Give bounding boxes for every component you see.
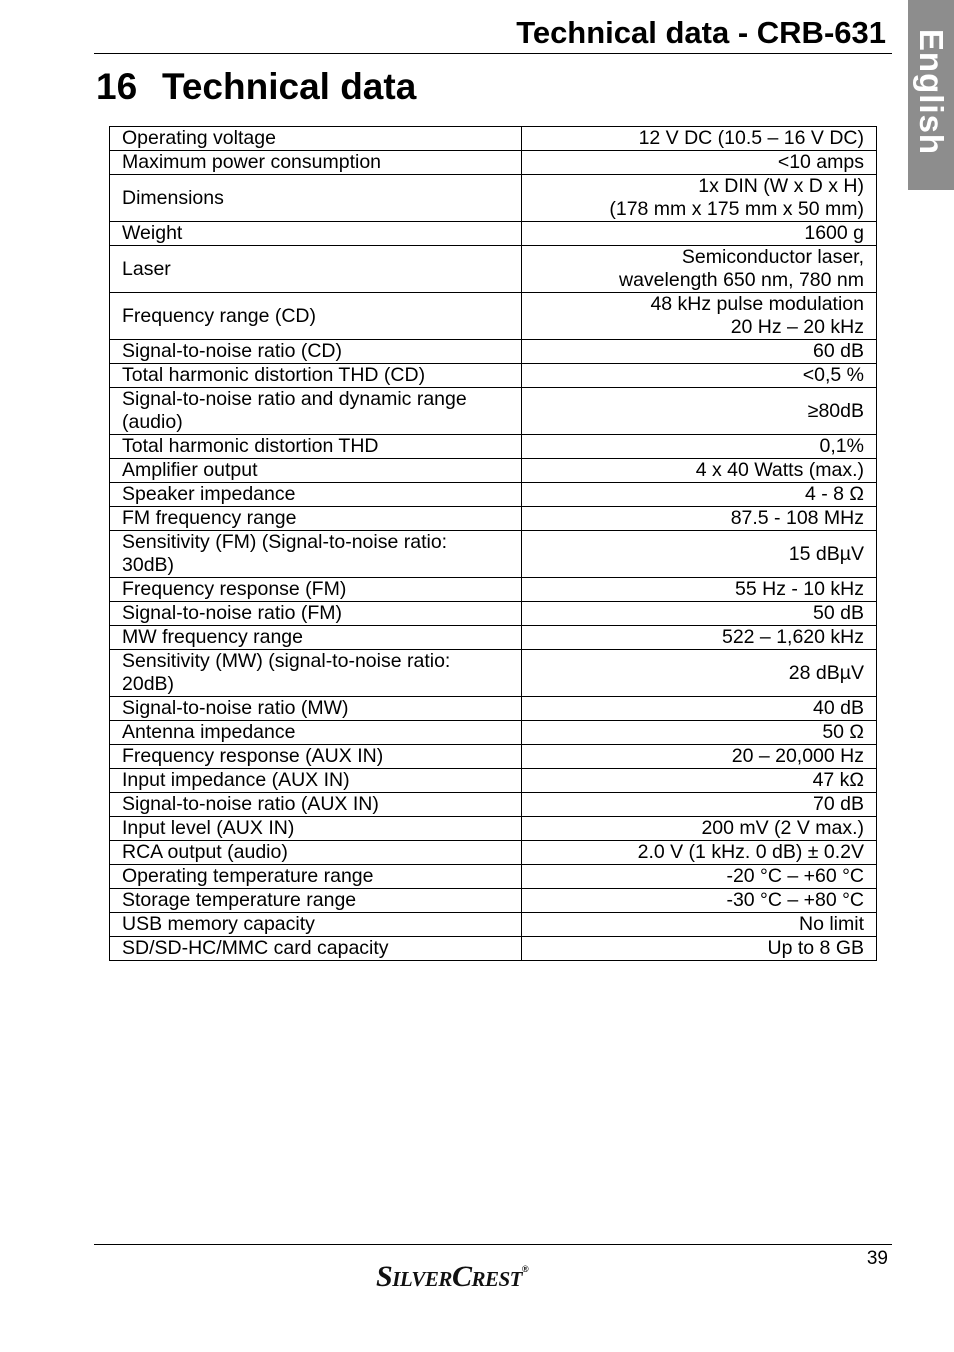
spec-label-cell	[110, 865, 522, 889]
spec-label-cell	[110, 483, 522, 507]
table-row	[110, 483, 877, 507]
spec-label-cell	[110, 388, 522, 435]
spec-label-line: (audio)	[122, 411, 183, 433]
spec-label-cell	[110, 293, 522, 340]
table-row	[110, 507, 877, 531]
spec-value-cell	[522, 697, 877, 721]
spec-label-line: Input level (AUX IN)	[122, 817, 295, 839]
spec-value-line: <10 amps	[777, 151, 864, 173]
spec-value-cell	[522, 246, 877, 293]
spec-value-line: 4 x 40 Watts (max.)	[695, 459, 864, 481]
logo-letter: S	[376, 1260, 393, 1293]
spec-label-cell	[110, 626, 522, 650]
spec-value-line: (178 mm x 175 mm x 50 mm)	[609, 198, 864, 220]
table-row	[110, 127, 877, 151]
spec-value-cell	[522, 578, 877, 602]
spec-label-line: Sensitivity (MW) (signal-to-noise ratio:	[122, 650, 451, 672]
table-row	[110, 913, 877, 937]
spec-label-cell	[110, 127, 522, 151]
spec-value-cell	[522, 602, 877, 626]
language-tab-label: English	[913, 28, 950, 156]
registered-mark: ®	[521, 1264, 529, 1274]
table-row	[110, 626, 877, 650]
table-row	[110, 459, 877, 483]
spec-label-line: USB memory capacity	[122, 913, 315, 935]
spec-value-line: Up to 8 GB	[767, 937, 864, 959]
table-row	[110, 435, 877, 459]
spec-value-line: 55 Hz - 10 kHz	[735, 578, 864, 600]
spec-label-cell	[110, 841, 522, 865]
spec-value-cell	[522, 483, 877, 507]
table-row	[110, 246, 877, 293]
spec-label-cell	[110, 889, 522, 913]
spec-label-cell	[110, 246, 522, 293]
spec-label-line: Input impedance (AUX IN)	[122, 769, 350, 791]
spec-label-cell	[110, 769, 522, 793]
spec-label-cell	[110, 175, 522, 222]
spec-label-cell	[110, 650, 522, 697]
table-row	[110, 793, 877, 817]
spec-label-line: Signal-to-noise ratio (MW)	[122, 697, 349, 719]
table-row	[110, 697, 877, 721]
spec-value-cell	[522, 388, 877, 435]
spec-value-line: wavelength 650 nm, 780 nm	[619, 269, 864, 291]
table-row	[110, 602, 877, 626]
table-row	[110, 151, 877, 175]
spec-value-line: 28 dBµV	[788, 661, 864, 684]
running-header-title: Technical data - CRB-631	[516, 15, 886, 50]
spec-value-cell	[522, 222, 877, 246]
spec-value-line: 0,1%	[819, 435, 864, 457]
spec-value-cell	[522, 793, 877, 817]
language-tab	[908, 0, 954, 190]
spec-label-cell	[110, 531, 522, 578]
spec-value-cell	[522, 817, 877, 841]
spec-label-line: Antenna impedance	[122, 721, 296, 743]
spec-label-line: Signal-to-noise ratio (CD)	[122, 340, 342, 362]
technical-data-table	[109, 126, 877, 961]
spec-value-line: -20 °C – +60 °C	[726, 865, 864, 887]
spec-label-cell	[110, 745, 522, 769]
spec-value-cell	[522, 721, 877, 745]
spec-value-line: 1600 g	[804, 222, 864, 244]
logo-letter: C	[451, 1260, 472, 1293]
spec-label-cell	[110, 817, 522, 841]
spec-label-line: Total harmonic distortion THD	[122, 435, 379, 457]
spec-label-cell	[110, 721, 522, 745]
spec-value-cell	[522, 937, 877, 961]
spec-label-line: Frequency response (AUX IN)	[122, 745, 384, 767]
table-row	[110, 817, 877, 841]
spec-label-cell	[110, 364, 522, 388]
spec-value-cell	[522, 841, 877, 865]
spec-label-line: Speaker impedance	[122, 483, 296, 505]
table-row	[110, 364, 877, 388]
table-row	[110, 721, 877, 745]
table-row	[110, 531, 877, 578]
spec-value-cell	[522, 626, 877, 650]
spec-label-cell	[110, 602, 522, 626]
spec-label-cell	[110, 578, 522, 602]
spec-label-line: FM frequency range	[122, 507, 297, 529]
spec-value-line: ≥80dB	[807, 399, 864, 422]
spec-value-cell	[522, 151, 877, 175]
spec-value-cell	[522, 769, 877, 793]
spec-label-line: MW frequency range	[122, 626, 303, 648]
spec-value-line: 50 Ω	[822, 721, 864, 743]
header-divider	[94, 53, 892, 54]
spec-value-line: 2.0 V (1 kHz. 0 dB) ± 0.2V	[637, 841, 864, 863]
spec-value-line: -30 °C – +80 °C	[726, 889, 864, 911]
spec-value-cell	[522, 364, 877, 388]
spec-label-line: Amplifier output	[122, 459, 258, 481]
spec-label-line: Weight	[122, 222, 183, 244]
spec-label-line: SD/SD-HC/MMC card capacity	[122, 937, 389, 959]
spec-value-cell	[522, 175, 877, 222]
table-row	[110, 175, 877, 222]
spec-label-line: Dimensions	[122, 186, 224, 209]
spec-value-line: No limit	[798, 913, 864, 935]
spec-label-line: Frequency range (CD)	[122, 304, 316, 327]
spec-value-line: 20 – 20,000 Hz	[731, 745, 864, 767]
spec-label-line: Laser	[122, 257, 171, 280]
spec-value-cell	[522, 340, 877, 364]
silvercrest-logo	[376, 1260, 528, 1292]
spec-value-cell	[522, 127, 877, 151]
footer-divider	[94, 1244, 892, 1245]
table-row	[110, 769, 877, 793]
spec-label-cell	[110, 793, 522, 817]
spec-label-line: Frequency response (FM)	[122, 578, 347, 600]
spec-value-line: 47 kΩ	[812, 769, 864, 791]
section-heading	[96, 64, 416, 110]
spec-value-line: 200 mV (2 V max.)	[701, 817, 864, 839]
spec-label-cell	[110, 937, 522, 961]
spec-label-line: Sensitivity (FM) (Signal-to-noise ratio:	[122, 531, 448, 553]
spec-label-cell	[110, 340, 522, 364]
spec-label-line: Operating voltage	[122, 127, 276, 149]
table-row	[110, 865, 877, 889]
spec-value-cell	[522, 293, 877, 340]
spec-label-cell	[110, 507, 522, 531]
spec-label-line: 30dB)	[122, 554, 175, 576]
spec-value-line: 60 dB	[813, 340, 864, 362]
spec-value-cell	[522, 913, 877, 937]
spec-value-line: 40 dB	[813, 697, 864, 719]
spec-value-line: 50 dB	[813, 602, 864, 624]
spec-value-cell	[522, 650, 877, 697]
spec-value-cell	[522, 459, 877, 483]
spec-label-cell	[110, 435, 522, 459]
spec-label-cell	[110, 459, 522, 483]
spec-label-line: Storage temperature range	[122, 889, 357, 911]
spec-label-line: Operating temperature range	[122, 865, 374, 887]
spec-value-line: 20 Hz – 20 kHz	[730, 316, 864, 338]
table-row	[110, 889, 877, 913]
table-row	[110, 937, 877, 961]
section-title: Technical data	[162, 66, 417, 107]
section-number: 16	[96, 66, 138, 107]
spec-value-line: Semiconductor laser,	[681, 246, 864, 268]
spec-value-line: 522 – 1,620 kHz	[721, 626, 864, 648]
table-row	[110, 340, 877, 364]
spec-value-line: <0,5 %	[802, 364, 864, 386]
spec-value-cell	[522, 889, 877, 913]
spec-label-line: 20dB)	[122, 673, 175, 695]
spec-value-cell	[522, 435, 877, 459]
spec-value-line: 1x DIN (W x D x H)	[698, 175, 864, 197]
spec-value-cell	[522, 531, 877, 578]
spec-label-line: Total harmonic distortion THD (CD)	[122, 364, 426, 386]
spec-label-line: Signal-to-noise ratio and dynamic range	[122, 388, 467, 410]
table-row	[110, 841, 877, 865]
technical-data-table-body	[110, 127, 877, 961]
spec-value-line: 70 dB	[813, 793, 864, 815]
spec-label-cell	[110, 222, 522, 246]
spec-label-cell	[110, 697, 522, 721]
spec-label-line: Maximum power consumption	[122, 151, 382, 173]
spec-value-cell	[522, 507, 877, 531]
logo-letters: ILVER	[392, 1267, 452, 1291]
table-row	[110, 650, 877, 697]
spec-value-cell	[522, 865, 877, 889]
spec-value-line: 12 V DC (10.5 – 16 V DC)	[638, 127, 864, 149]
spec-label-cell	[110, 151, 522, 175]
table-row	[110, 745, 877, 769]
spec-value-line: 48 kHz pulse modulation	[650, 293, 864, 315]
spec-value-line: 15 dBµV	[788, 542, 864, 565]
table-row	[110, 578, 877, 602]
spec-value-cell	[522, 745, 877, 769]
table-row	[110, 222, 877, 246]
page-number: 39	[866, 1248, 888, 1269]
table-row	[110, 388, 877, 435]
logo-letters: REST	[471, 1267, 522, 1291]
spec-label-line: Signal-to-noise ratio (AUX IN)	[122, 793, 379, 815]
spec-value-line: 87.5 - 108 MHz	[730, 507, 864, 529]
spec-label-cell	[110, 913, 522, 937]
spec-value-line: 4 - 8 Ω	[804, 483, 864, 505]
spec-label-line: RCA output (audio)	[122, 841, 288, 863]
spec-label-line: Signal-to-noise ratio (FM)	[122, 602, 342, 624]
table-row	[110, 293, 877, 340]
